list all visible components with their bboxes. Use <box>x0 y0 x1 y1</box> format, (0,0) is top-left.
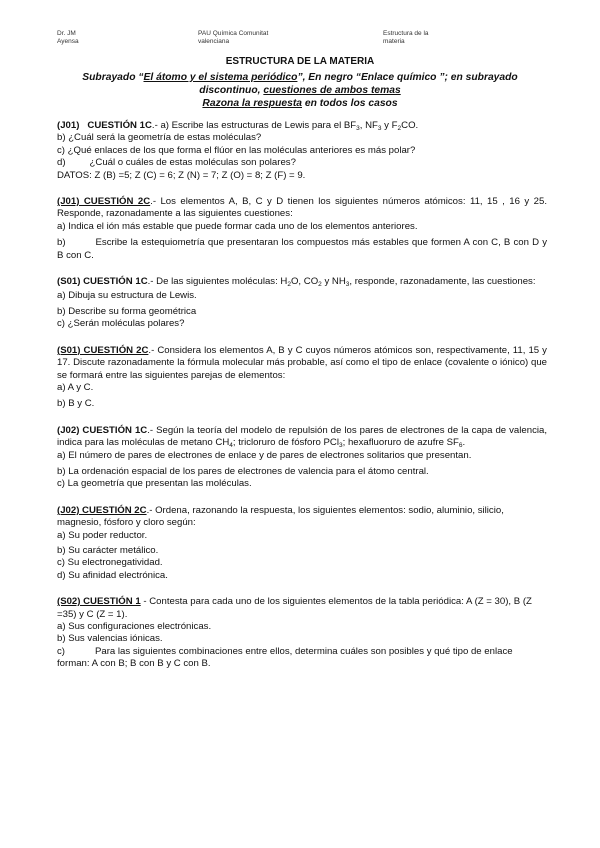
question-j01-1c <box>57 120 547 182</box>
questions-list <box>57 120 547 685</box>
question-item-b: b) Sus valencias iónicas. <box>57 633 163 645</box>
question-item-b: b) Escribe la estequiometría que presentaran los compuestos más estables que formen A con C, B con D y B con C. <box>57 237 547 261</box>
question-statement: (S01) CUESTIÓN 1C.- De las siguientes moléculas: $H_2O$, $CO_2$ y $NH_3$, responde, razonadamente, las cuestiones: <box>57 276 536 289</box>
question-item-a: a) A y C. <box>57 381 94 393</box>
question-item-b: b) Describe su forma geométrica <box>57 305 197 317</box>
question-item-d: d) ¿Cuál o cuáles de estas moléculas son polares? <box>57 157 296 169</box>
question-item-b: b) ¿Cuál será la geometría de estas moléculas? <box>57 132 262 144</box>
legend-line-3: Razona la respuesta en todos los casos <box>202 98 398 109</box>
header-course: PAU Química Comunitat valenciana <box>198 30 269 45</box>
question-j01-2c <box>57 196 547 262</box>
question-item-c: c) La geometría que presentan las moléculas. <box>57 478 252 490</box>
question-item-a: a) Sus configuraciones electrónicas. <box>57 621 212 632</box>
legend-line-1: Subrayado “El átomo y el sistema periódico”, En negro “Enlace químico ”; en subrayado <box>82 72 518 83</box>
question-item-a: a) El número de pares de electrones de enlace y de pares de electrones solitarios que presentan. <box>57 449 472 461</box>
header-topic: Estructura de la materia <box>383 30 429 45</box>
question-j02-1c <box>57 425 547 491</box>
question-item-b: b) B y C. <box>57 398 95 410</box>
question-j02-2c <box>57 505 547 582</box>
question-statement: (J02) CUESTIÓN 1C.- Según la teoría del modelo de repulsión de los pares de electrones de la capa de valencia, indica para las moléculas de metano $CH_4$; tricloruro de fósforo PCl$_3$; hexafluoruro de azufre $SF_6$. <box>57 424 547 450</box>
question-item-a: a) Indica el ión más estable que puede formar cada uno de los elementos anteriores. <box>57 220 418 232</box>
question-item-a: a) Su poder reductor. <box>57 529 148 541</box>
question-item-c: c) Para las siguientes combinaciones entre ellos, determina cuáles son posibles y qué tipo de enlace forman: A con B; B con B y C con B. <box>57 645 513 670</box>
question-item-c: c) ¿Serán moléculas polares? <box>57 318 185 330</box>
page-title: ESTRUCTURA DE LA MATERIA <box>225 56 375 67</box>
question-item-d: d) Su afinidad electrónica. <box>57 569 168 581</box>
legend-line-2: discontinuo, cuestiones de ambos temas <box>199 85 401 96</box>
question-statement: (J01) CUESTIÓN 2C.- Los elementos A, B, C y D tienen los siguientes números atómicos: 11, 15 , 16 y 25. Responde, razonadamente a las siguientes cuestiones: <box>57 196 548 220</box>
header-author: Dr. JM Ayensa <box>57 30 79 45</box>
question-item-c: c) ¿Qué enlaces de los que forma el flúor en las moléculas anteriores es más polar? <box>57 144 416 156</box>
question-item-c: c) Su electronegatividad. <box>57 557 163 569</box>
question-statement: (J01) CUESTIÓN 1C.- a) Escribe las estructuras de Lewis para el $BF_3$, $NF_3$ y $F_2CO$. <box>57 120 419 132</box>
question-item-b: b) Su carácter metálico. <box>57 544 159 556</box>
question-s01-2c <box>57 345 547 411</box>
question-item-a: a) Dibuja su estructura de Lewis. <box>57 290 197 302</box>
question-statement: (S02) CUESTIÓN 1 - Contesta para cada uno de los siguientes elementos de la tabla periódica: A (Z = 30), B (Z =35) y C (Z = 1). <box>57 596 532 620</box>
question-statement: (J02) CUESTIÓN 2C.- Ordena, razonando la respuesta, los siguientes elementos: sodio, aluminio, silicio, magnesio, fósforo y cloro según: <box>57 504 504 529</box>
question-statement: (S01) CUESTIÓN 2C.- Considera los elementos A, B y C cuyos números atómicos son, respectivamente, 11, 15 y 17. Discute razonadamente la fórmula molecular más probable, así como el tipo de enlace (covalente o iónico) que se formará entre las siguientes parejas de elementos: <box>57 344 547 381</box>
question-s02-1 <box>57 596 547 670</box>
question-item-b: b) La ordenación espacial de los pares de electrones de valencia para el átomo central. <box>57 465 429 477</box>
question-s01-1c <box>57 276 547 331</box>
question-data: DATOS: Z (B) =5; Z (C) = 6; Z (N) = 7; Z (O) = 8; Z (F) = 9. <box>57 169 306 181</box>
